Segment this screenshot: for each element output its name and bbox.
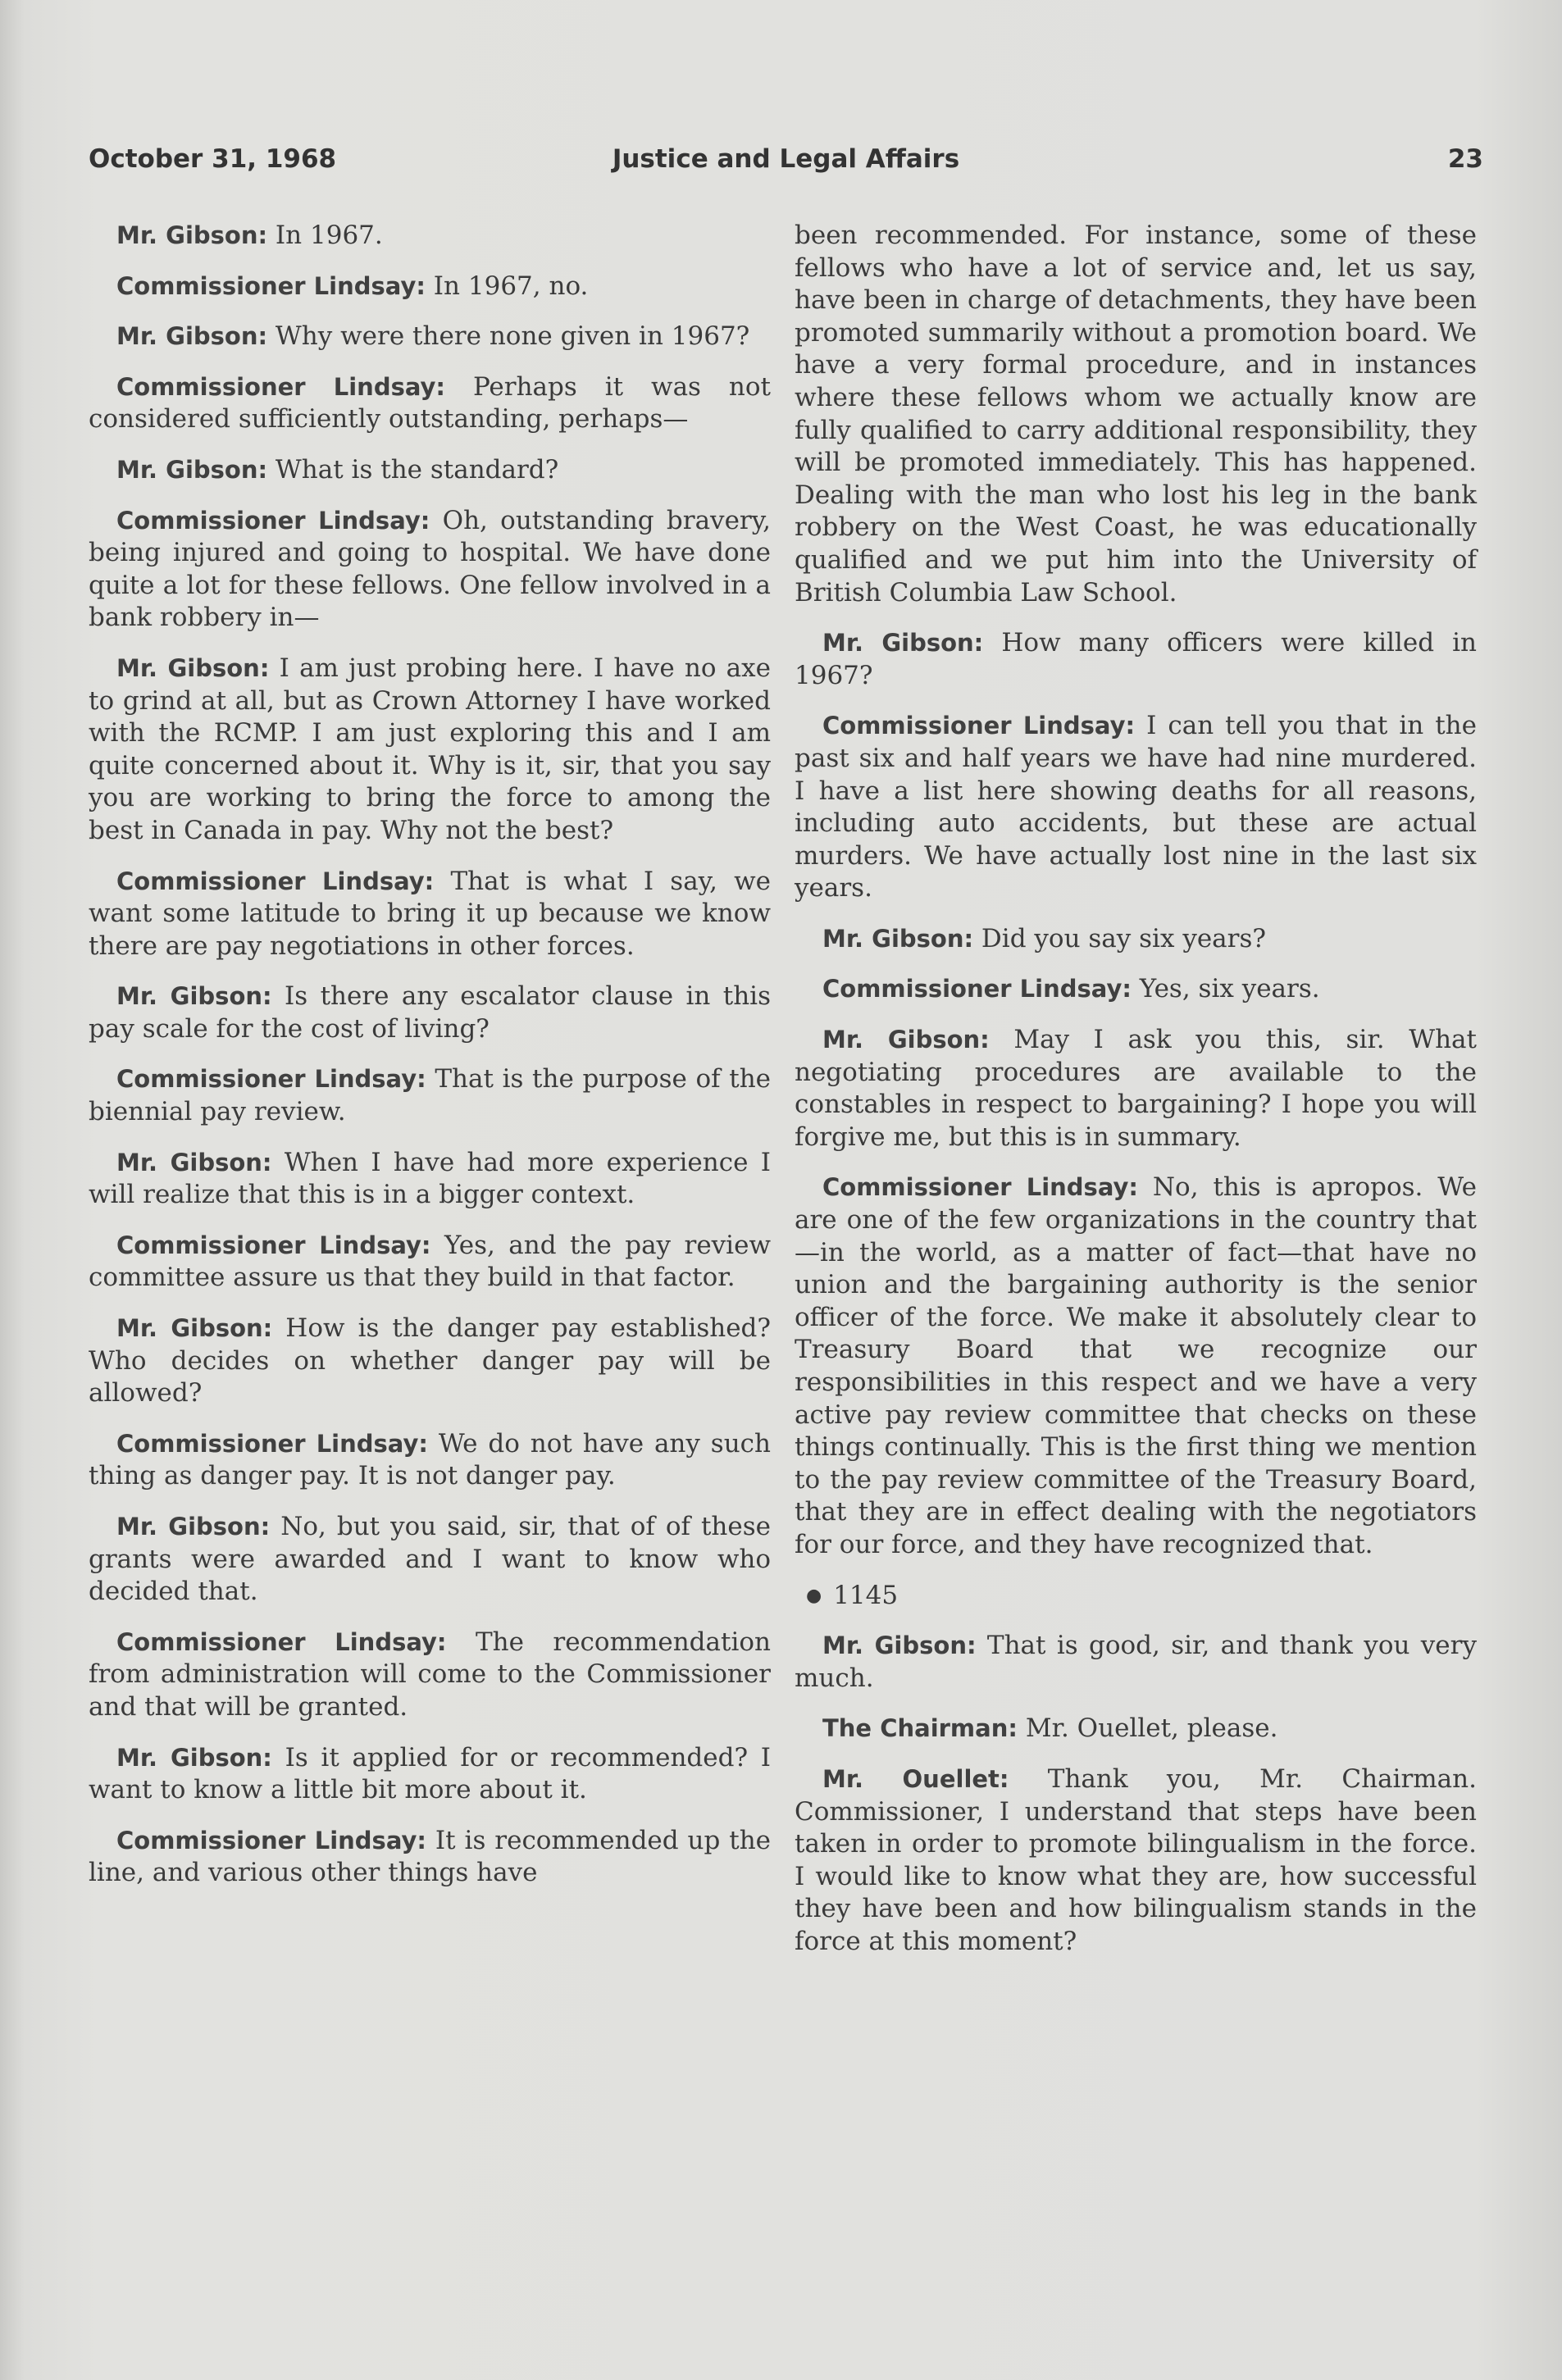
speech-paragraph [89, 454, 771, 487]
speech-paragraph [795, 1024, 1477, 1154]
speaker-label: Commissioner Lindsay: [116, 1429, 428, 1458]
speech-text: Is it applied for or recommended? I want to know a little bit more about it. [89, 1742, 771, 1805]
time-marker-label: 1145 [833, 1580, 899, 1610]
speech-paragraph [89, 220, 771, 253]
speaker-label: Mr. Gibson: [116, 1513, 271, 1540]
speaker-label: Commissioner Lindsay: [116, 271, 426, 300]
speaker-label: Mr. Gibson: [116, 455, 268, 484]
speaker-label: Commissioner Lindsay: [116, 1065, 426, 1094]
speech-paragraph [795, 973, 1477, 1006]
speech-paragraph [89, 1825, 771, 1890]
speech-paragraph [89, 1230, 771, 1295]
speech-paragraph [795, 1172, 1477, 1561]
speaker-label: Mr. Ouellet: [822, 1764, 1009, 1793]
speech-text: In 1967. [267, 221, 383, 250]
speaker-label: Commissioner Lindsay: [116, 372, 446, 401]
speech-paragraph [89, 1742, 771, 1807]
speech-text: That is what I say, we want some latitude to bring it up because we know there are pay negotiations in other forces. [89, 866, 771, 961]
speaker-label: Mr. Gibson: [822, 629, 984, 658]
speech-text: We do not have any such thing as danger pay. It is not danger pay. [89, 1428, 771, 1491]
speaker-label: Mr. Gibson: [116, 982, 272, 1011]
speech-paragraph [89, 505, 771, 635]
right-column [795, 220, 1477, 1977]
speaker-label: Commissioner Lindsay: [116, 1231, 431, 1259]
speaker-label: Mr. Gibson: [116, 1743, 272, 1772]
time-marker [795, 1580, 1477, 1613]
speech-text: May I ask you this, sir. What negotiating procedures are available to the constables in respect to bargaining? I hope you will forgive me, but this is in summary. [795, 1025, 1477, 1152]
speech-text: Why were there none given in 1967? [267, 321, 750, 352]
header-date: October 31, 1968 [89, 144, 337, 174]
speech-paragraph [89, 1313, 771, 1410]
speech-paragraph [89, 1063, 771, 1128]
speaker-label: Mr. Gibson: [116, 1148, 272, 1176]
speech-text: Is there any escalator clause in this pay scale for the cost of living? [89, 981, 771, 1044]
speech-text: No, but you said, sir, that of of these grants were awarded and I want to know who decided that. [89, 1512, 771, 1607]
speech-text: How many officers were killed in 1967? [795, 628, 1477, 690]
header-title: Justice and Legal Affairs [612, 144, 960, 174]
speech-paragraph [89, 653, 771, 848]
speech-paragraph [795, 1713, 1477, 1745]
speaker-label: Commissioner Lindsay: [116, 506, 430, 535]
speech-text: Perhaps it was not considered sufficiently outstanding, perhaps— [89, 371, 771, 435]
speech-text: Yes, six years. [1131, 974, 1320, 1004]
speech-paragraph [89, 1428, 771, 1493]
speech-text: When I have had more experience I will realize that this is in a bigger context. [89, 1147, 772, 1210]
speech-paragraph [89, 981, 771, 1045]
speech-paragraph [795, 923, 1477, 956]
speaker-label: Commissioner Lindsay: [822, 712, 1136, 740]
speech-text: What is the standard? [267, 454, 559, 485]
speaker-label: Commissioner Lindsay: [116, 867, 435, 895]
speech-text: In 1967, no. [425, 271, 589, 301]
left-column [89, 220, 771, 1908]
speech-paragraph [89, 1627, 771, 1724]
speech-text: That is the purpose of the biennial pay review. [89, 1064, 772, 1127]
speech-text: It is recommended up the line, and various other things have [89, 1825, 772, 1888]
speech-paragraph [89, 1511, 771, 1609]
speech-paragraph [89, 1147, 771, 1212]
speech-paragraph [89, 371, 771, 436]
speech-text: I can tell you that in the past six and half years we have had nine murdered. I have a list here showing deaths for all reasons, including auto accidents, but these are actual murders. We have actually lost nine in the last six years. [795, 711, 1477, 903]
speech-text: Yes, and the pay review committee assure us that they build in that factor. [89, 1230, 771, 1293]
speech-text: The recommendation from administration will come to the Commissioner and that will be granted. [89, 1627, 771, 1722]
continued-paragraph: been recommended. For instance, some of these fellows who have a lot of service and, let us say, have been in charge of detachments, they have been promoted summarily without a promotion board. We have a very formal procedure, and in instances where these fellows whom we actually know are fully qualified to carry additional responsibility, they will be promoted immediately. This has happened. Dealing with the man who lost his leg in the bank robbery on the West Coast, he was educationally qualified and we put him into the University of British Columbia Law School. [795, 221, 1477, 608]
speech-text: Did you say six years? [973, 923, 1267, 953]
speaker-label: Mr. Gibson: [822, 1026, 990, 1054]
speaker-label: Mr. Gibson: [822, 1631, 977, 1660]
speaker-label: Mr. Gibson: [116, 653, 270, 682]
speech-text: Mr. Ouellet, please. [1017, 1713, 1278, 1744]
speech-text: How is the danger pay established? Who decides on whether danger pay will be allowed? [89, 1313, 772, 1408]
speech-paragraph [89, 321, 771, 353]
speech-paragraph [795, 710, 1477, 905]
speaker-label: Mr. Gibson: [116, 322, 268, 351]
speech-paragraph [89, 866, 771, 963]
speech-text: I am just probing here. I have no axe to grind at all, but as Crown Attorney I have worked with the RCMP. I am just exploring this and I am quite concerned about it. Why is it, sir, that you say you are working to bring the force to among the best in Canada in pay. Why not the best? [89, 653, 771, 845]
speaker-label: Commissioner Lindsay: [822, 975, 1132, 1003]
speech-text: No, this is apropos. We are one of the few organizations in the country that—in the world, as a matter of fact—that have no union and the bargaining authority is the senior officer of the force. We make it absolutely clear to Treasury Board that we recognize our responsibilities in this respect and we have a very active pay review committee that checks on these things continually. This is the first thing we mention to the pay review committee of the Treasury Board, that they are in effect dealing with the negotiators for our force, and they have recognized that. [795, 1172, 1477, 1559]
speaker-label: Commissioner Lindsay: [116, 1826, 427, 1854]
speech-text: That is good, sir, and thank you very much. [795, 1631, 1477, 1693]
speaker-label: Mr. Gibson: [822, 924, 974, 953]
speech-paragraph [89, 271, 771, 303]
bullet-icon: ● [806, 1585, 822, 1606]
speaker-label: Mr. Gibson: [116, 1314, 273, 1343]
speaker-label: Mr. Gibson: [116, 221, 268, 249]
speech-paragraph [795, 1630, 1477, 1695]
speech-paragraph [795, 627, 1477, 692]
speaker-label: The Chairman: [822, 1714, 1018, 1743]
speech-text: Oh, outstanding bravery, being injured and going to hospital. We have done quite a lot for these fellows. One fellow involved in a bank robbery in— [89, 505, 771, 633]
speech-text: Thank you, Mr. Chairman. Commissioner, I understand that steps have been taken in order to promote bilingualism in the force. I would like to know what they are, how successful they have been and how bilingualism stands in the force at this moment? [795, 1763, 1477, 1956]
speech-paragraph [795, 1763, 1477, 1959]
running-header [89, 144, 1483, 184]
speaker-label: Commissioner Lindsay: [116, 1627, 447, 1656]
speaker-label: Commissioner Lindsay: [822, 1173, 1138, 1202]
page-number: 23 [1447, 144, 1483, 174]
